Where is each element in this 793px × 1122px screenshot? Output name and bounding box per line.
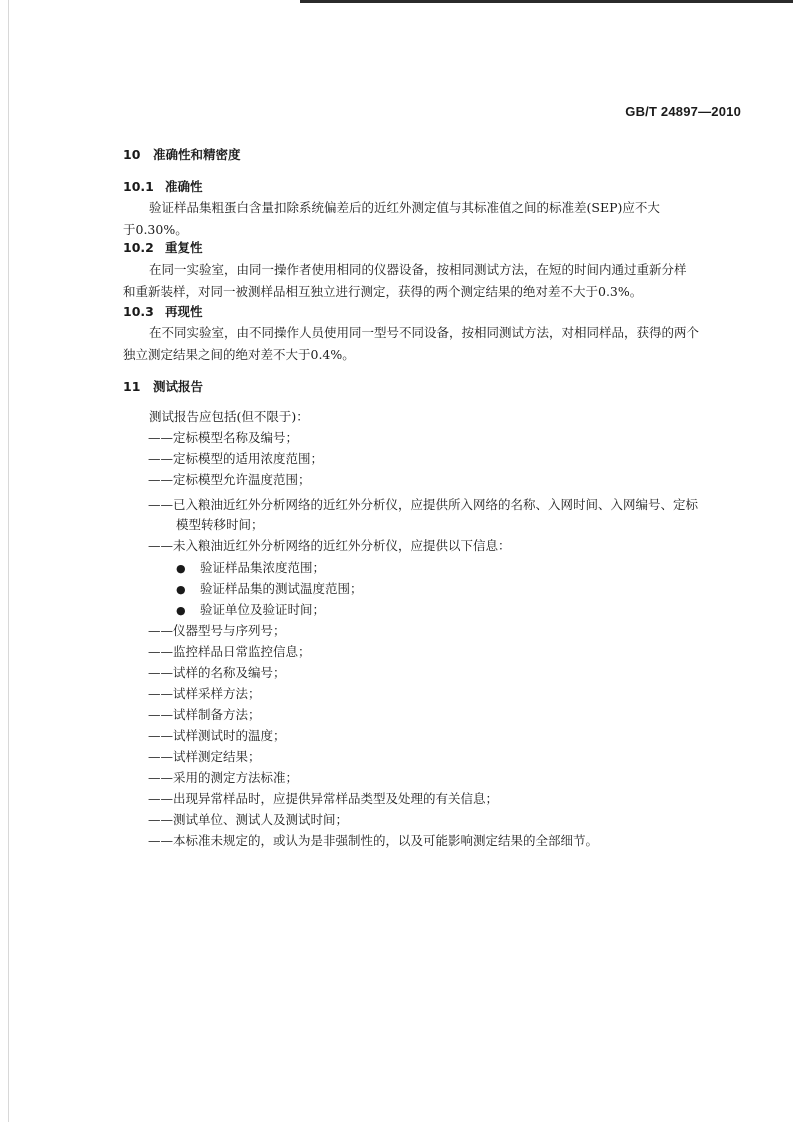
- report-item: ——采用的测定方法标准；: [148, 770, 299, 785]
- paragraph-line: 和重新装样，对同一被测样品相互独立进行测定，获得的两个测定结果的绝对差不大于0.3%。: [123, 284, 643, 299]
- bullet-text: 验证样品集浓度范围；: [200, 560, 326, 575]
- report-item-continuation: 模型转移时间；: [176, 517, 264, 532]
- bullet-item: [176, 578, 363, 600]
- bullet-text: 验证单位及验证时间；: [200, 602, 326, 617]
- report-item: ——定标模型的适用浓度范围；: [148, 451, 324, 466]
- section-10-heading: [123, 145, 241, 163]
- paragraph-line: 独立测定结果之间的绝对差不大于0.4%。: [123, 347, 355, 362]
- section-title: 测试报告: [153, 379, 204, 394]
- section-number: 10.1: [123, 179, 154, 194]
- scan-edge-left: [8, 0, 9, 1122]
- paragraph-line: 验证样品集粗蛋白含量扣除系统偏差后的近红外测定值与其标准值之间的标准差(SEP)应不大: [149, 200, 660, 215]
- section-number: 10.3: [123, 304, 154, 319]
- bullet-icon: ●: [176, 604, 186, 617]
- section-number: 10.2: [123, 240, 154, 255]
- report-item: ——定标模型名称及编号；: [148, 430, 299, 445]
- report-item: ——未入粮油近红外分析网络的近红外分析仪，应提供以下信息：: [148, 538, 511, 553]
- bullet-icon: ●: [176, 562, 186, 575]
- report-item: ——试样测试时的温度；: [148, 728, 286, 743]
- section-10-1-heading: [123, 177, 203, 195]
- report-intro: 测试报告应包括(但不限于)：: [149, 409, 309, 424]
- section-title: 准确性: [165, 179, 203, 194]
- section-title: 准确性和精密度: [153, 147, 241, 162]
- section-11-heading: [123, 377, 203, 395]
- report-item: ——试样采样方法；: [148, 686, 261, 701]
- section-10-3-heading: [123, 302, 203, 320]
- scan-edge-top: [300, 0, 793, 3]
- report-item: ——测试单位、测试人及测试时间；: [148, 812, 349, 827]
- document-code: GB/T 24897—2010: [625, 104, 741, 119]
- report-item: ——仪器型号与序列号；: [148, 623, 286, 638]
- bullet-item: [176, 557, 325, 579]
- section-10-2-paragraph: [123, 259, 743, 303]
- paragraph-line: 在同一实验室，由同一操作者使用相同的仪器设备，按相同测试方法，在短的时间内通过重新分样: [149, 262, 687, 277]
- section-10-1-paragraph: [123, 197, 743, 241]
- section-10-3-paragraph: [123, 322, 743, 366]
- bullet-icon: ●: [176, 583, 186, 596]
- section-number: 11: [123, 379, 141, 394]
- report-item: ——试样测定结果；: [148, 749, 261, 764]
- section-10-2-heading: [123, 238, 203, 256]
- report-item: ——出现异常样品时，应提供异常样品类型及处理的有关信息；: [148, 791, 499, 806]
- paragraph-line: 于0.30%。: [123, 222, 188, 237]
- report-item: ——监控样品日常监控信息；: [148, 644, 311, 659]
- report-item: ——本标准未规定的，或认为是非强制性的，以及可能影响测定结果的全部细节。: [148, 833, 599, 848]
- paragraph-line: 在不同实验室，由不同操作人员使用同一型号不同设备，按相同测试方法，对相同样品，获得的两个: [149, 325, 700, 340]
- section-number: 10: [123, 147, 141, 162]
- report-item: ——定标模型允许温度范围；: [148, 472, 311, 487]
- bullet-text: 验证样品集的测试温度范围；: [200, 581, 363, 596]
- report-item: ——试样制备方法；: [148, 707, 261, 722]
- report-item: ——试样的名称及编号；: [148, 665, 286, 680]
- section-title: 再现性: [165, 304, 203, 319]
- bullet-item: [176, 599, 325, 621]
- report-item: ——已入粮油近红外分析网络的近红外分析仪，应提供所入网络的名称、入网时间、入网编号、定标: [148, 497, 699, 512]
- section-title: 重复性: [165, 240, 203, 255]
